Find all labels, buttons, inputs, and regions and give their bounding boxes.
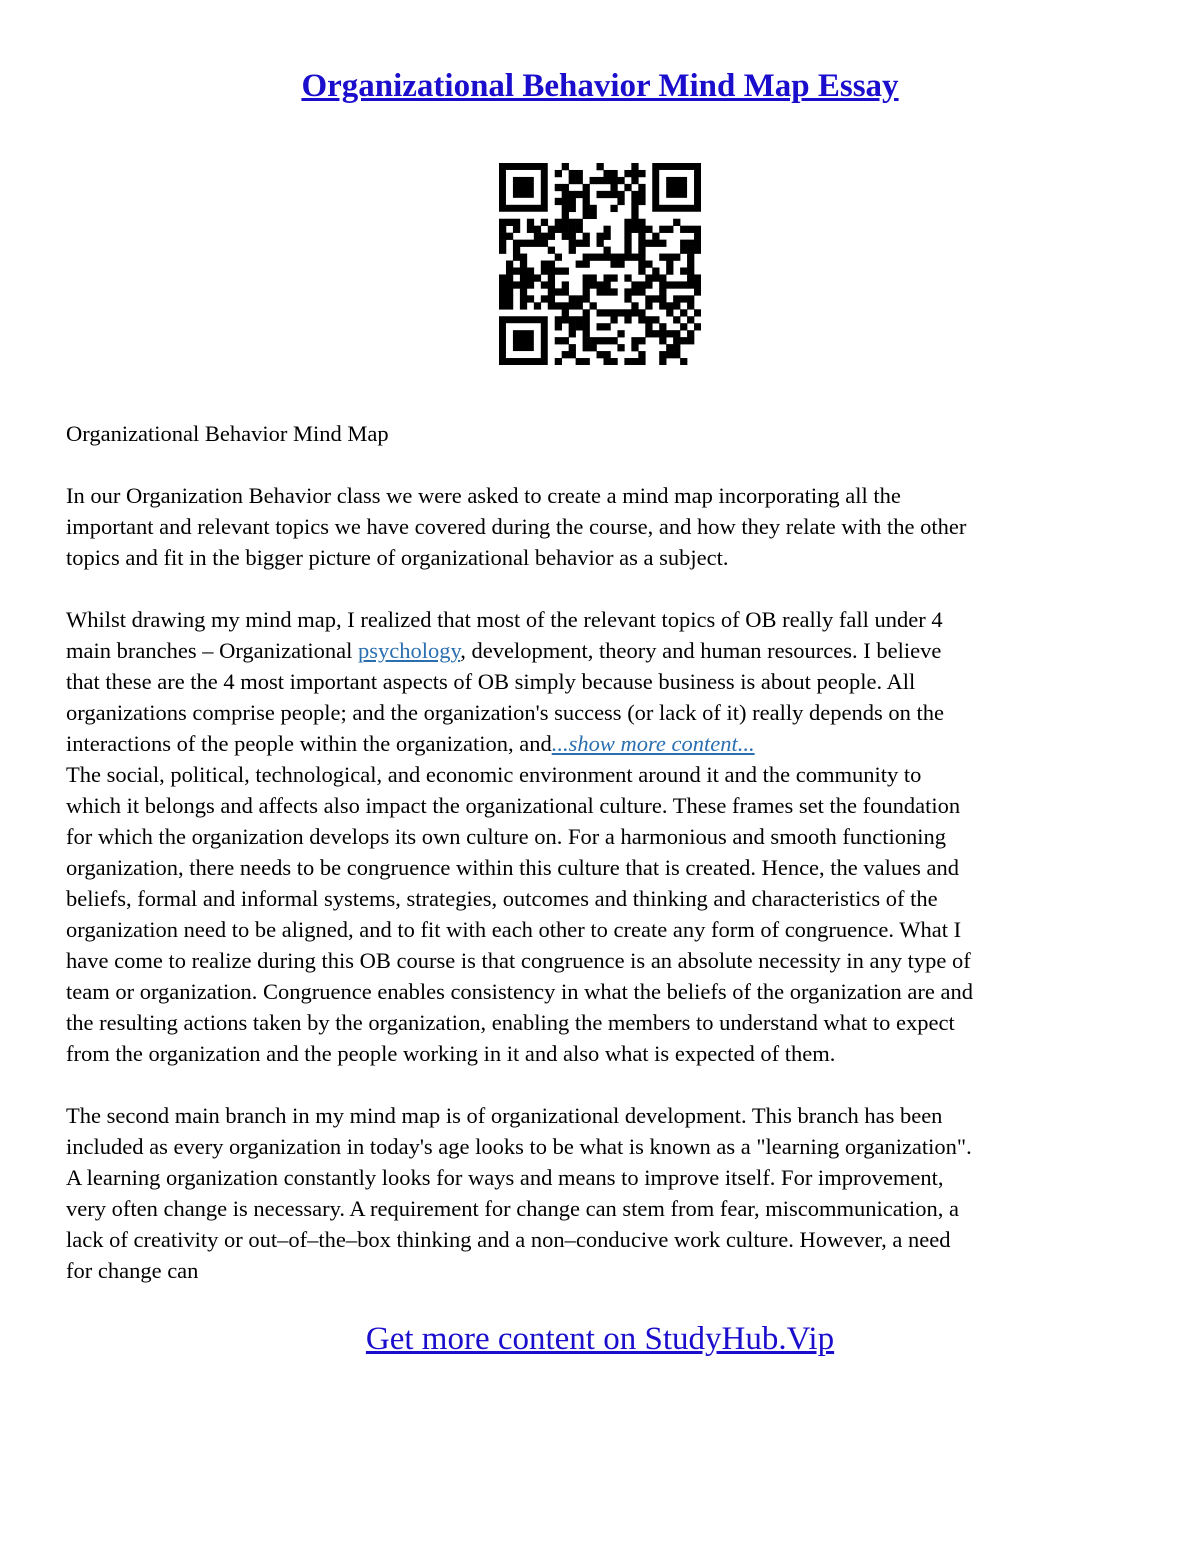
essay-body	[66, 418, 1144, 1286]
paragraph-4: The second main branch in my mind map is of organizational development. This branch has been included as every organization in today's age looks to be what is known as a "learning organization". A learning organization constantly looks for ways and means to improve itself. For improvement, very often change is necessary. A requirement for change can stem from fear, miscommunication, a lack of creativity or out–of–the–box thinking and a non–conducive work culture. However, a need for change can	[66, 1103, 972, 1283]
footer-link[interactable]: Get more content on StudyHub.Vip	[365, 1321, 835, 1357]
show-more-link[interactable]: ...show more content...	[551, 731, 755, 756]
footer	[0, 1318, 1200, 1360]
paragraph-3: The social, political, technological, and economic environment around it and the community to which it belongs and affects also impact the organizational culture. These frames set the foundation for which the organization develops its own culture on. For a harmonious and smooth functioning organization, there needs to be congruence within this culture that is created. Hence, the values and beliefs, formal and informal systems, strategies, outcomes and thinking and characteristics of the organization need to be aligned, and to fit with each other to create any form of congruence. What I have come to realize during this OB course is that congruence is an absolute necessity in any type of team or organization. Congruence enables consistency in what the beliefs of the organization are and the resulting actions taken by the organization, enabling the members to understand what to expect from the organization and the people working in it and also what is expected of them.	[66, 762, 973, 1066]
document-title	[0, 66, 1200, 106]
psychology-link[interactable]: psychology	[357, 638, 461, 663]
paragraph-1: In our Organization Behavior class we were asked to create a mind map incorporating all the important and relevant topics we have covered during the course, and how they relate with the other topics and fit in the bigger picture of organizational behavior as a subject.	[66, 483, 967, 570]
paragraph-2	[66, 604, 1144, 759]
paragraph-2-text-a: Whilst drawing my mind map, I realized that most of the relevant topics of OB really fall under 4 main branches – Organizational	[66, 607, 943, 663]
qr-code-icon	[499, 163, 701, 365]
essay-heading: Organizational Behavior Mind Map	[66, 421, 389, 446]
paragraph-2-text-b: , development, theory and human resources. I believe that these are the 4 most important aspects of OB simply because business is about people. All organizations comprise people; and the organization's success (or lack of it) really depends on the interactions of the people within the organization, and	[66, 638, 944, 756]
title-link[interactable]: Organizational Behavior Mind Map Essay	[301, 68, 899, 104]
